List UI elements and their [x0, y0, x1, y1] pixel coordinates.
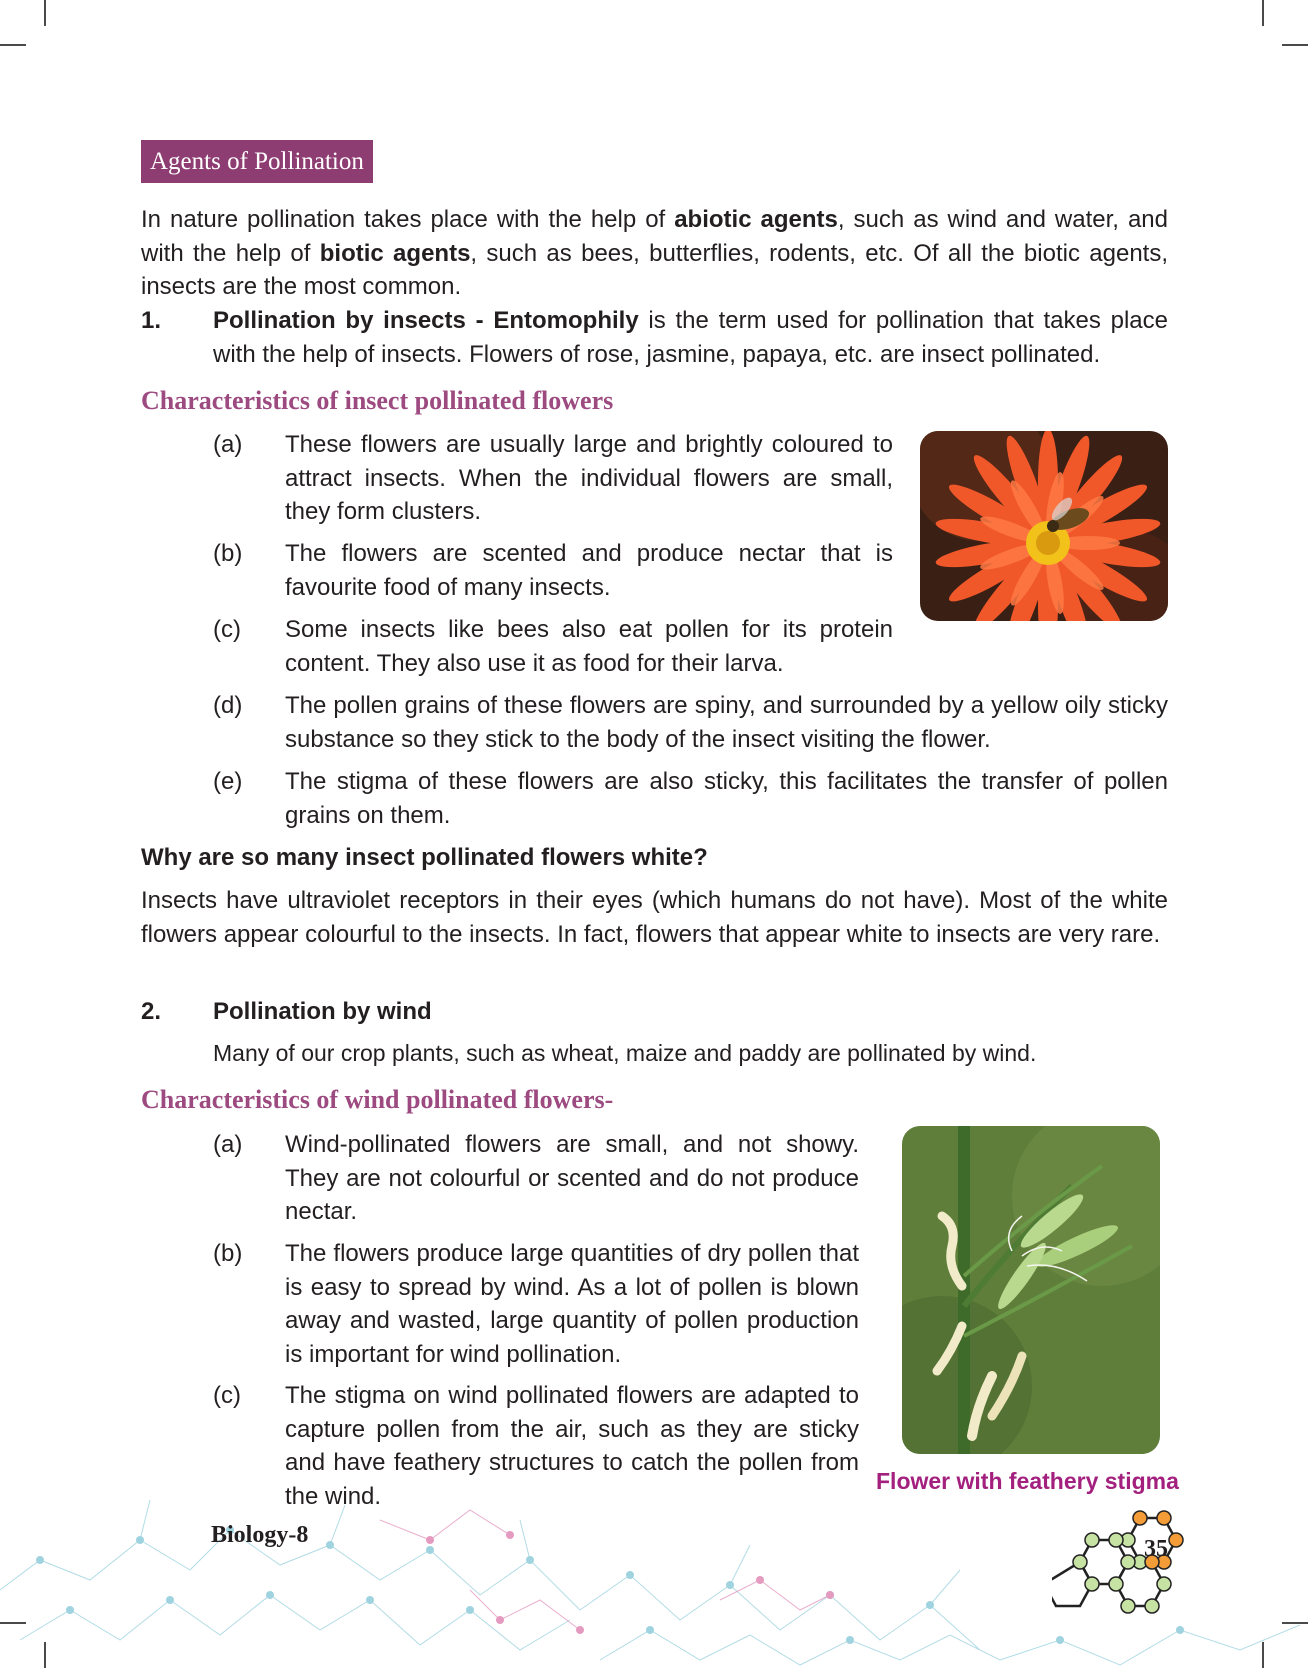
point-number: 1. — [141, 307, 162, 334]
list-letter: (a) — [213, 1131, 243, 1158]
list-letter: (b) — [213, 540, 243, 567]
list-item: The flowers produce large quantities of dry pollen that is easy to spread by wind. As a lot of pollen is blown away and wasted, large quantity of pollen production is important for wind pollination. — [285, 1240, 859, 1368]
white-flowers-answer: Insects have ultraviolet receptors in their eyes (which humans do not have). Most of the white flowers appear colourful to the insects. In fact, flowers that appear white to insects are very rare. — [141, 887, 1168, 948]
intro-text: , such as wind and water, and with the help of — [141, 206, 1168, 267]
list-item: The stigma on wind pollinated flowers are adapted to capture pollen from the air, such as they are sticky and have feathery structures to catch the pollen from the wind. — [285, 1382, 859, 1510]
list-letter: (e) — [213, 768, 243, 795]
list-item: Some insects like bees also eat pollen for its protein content. They also use it as food for their larva. — [285, 616, 893, 677]
point-body: Many of our crop plants, such as wheat, maize and paddy are pollinated by wind. — [213, 1040, 1037, 1066]
list-letter: (a) — [213, 431, 243, 458]
intro-bold: biotic agents — [319, 239, 471, 267]
white-flowers-question: Why are so many insect pollinated flowers white? — [141, 844, 708, 871]
list-letter: (b) — [213, 1240, 243, 1267]
intro-paragraph — [141, 203, 1168, 304]
list-letter: (d) — [213, 692, 243, 719]
point-title: Pollination by wind — [213, 998, 432, 1025]
intro-text: In nature pollination takes place with the help of — [141, 206, 675, 233]
footer-book-title: Biology-8 — [211, 1522, 309, 1548]
point-number: 2. — [141, 998, 162, 1025]
section-heading: Agents of Pollination — [141, 140, 373, 183]
list-letter: (c) — [213, 1382, 241, 1409]
list-item: The pollen grains of these flowers are spiny, and surrounded by a yellow oily sticky substance so they stick to the body of the insect visiting the flower. — [285, 692, 1168, 753]
point-title: Pollination by insects - Entomophily — [213, 307, 639, 334]
point-text — [213, 304, 1168, 371]
hexagon-molecule-icon — [1052, 1500, 1202, 1630]
insect-heading: Characteristics of insect pollinated flowers — [141, 386, 614, 415]
wind-heading: Characteristics of wind pollinated flowers- — [141, 1085, 614, 1114]
grass-flower-photo — [902, 1126, 1160, 1454]
list-letter: (c) — [213, 616, 241, 643]
crop-mark — [0, 44, 26, 46]
page-number: 35 — [1144, 1536, 1168, 1562]
intro-text: , such as bees, butterflies, rodents, etc. Of all the biotic agents, insects are the most common. — [141, 239, 1168, 300]
list-item: The stigma of these flowers are also sticky, this facilitates the transfer of pollen grains on them. — [285, 768, 1168, 829]
crop-mark — [1282, 44, 1308, 46]
list-item: The flowers are scented and produce nectar that is favourite food of many insects. — [285, 540, 893, 601]
flower-with-bee-photo — [920, 431, 1168, 621]
crop-mark — [44, 0, 46, 26]
intro-bold: abiotic agents — [674, 206, 838, 233]
point-body: is the term used for pollination that takes place with the help of insects. Flowers of rose, jasmine, papaya, etc. are insect pollinated. — [213, 307, 1168, 368]
figure-caption: Flower with feathery stigma — [876, 1468, 1179, 1494]
crop-mark — [1262, 0, 1264, 26]
list-item: Wind-pollinated flowers are small, and not showy. They are not colourful or scented and do not produce nectar. — [285, 1131, 859, 1225]
list-item: These flowers are usually large and brightly coloured to attract insects. When the individual flowers are small, they form clusters. — [285, 431, 893, 525]
